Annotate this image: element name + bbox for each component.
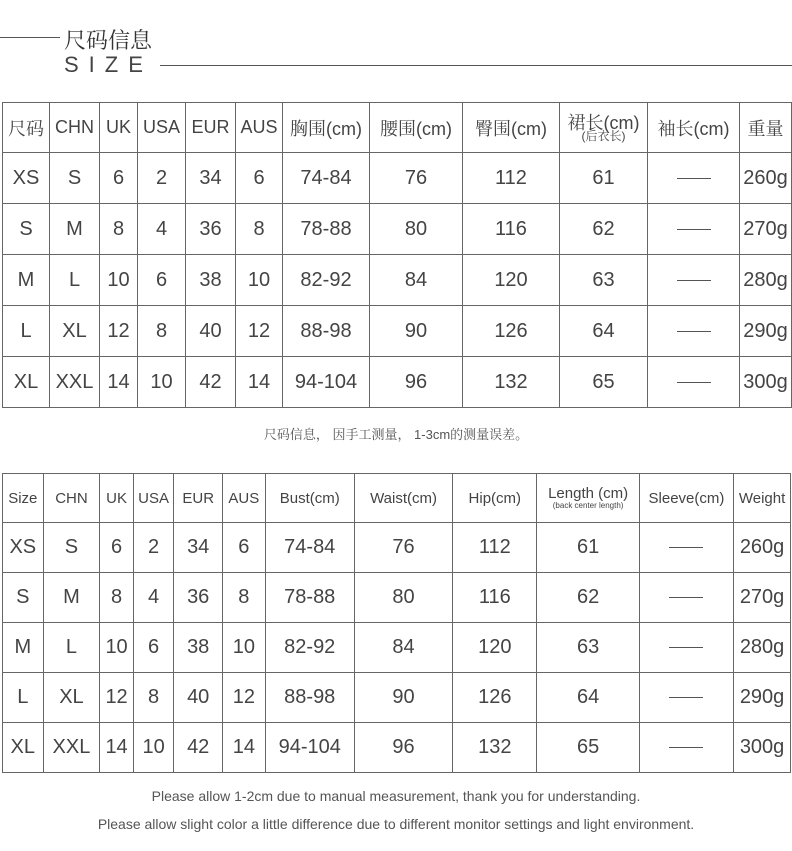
- table-cell: XL: [3, 357, 50, 408]
- dash-mark: [669, 547, 703, 548]
- table-cell: 62: [537, 573, 639, 623]
- table-cell-empty: [648, 306, 740, 357]
- header-cell: 胸围(cm): [283, 103, 370, 153]
- table-row: [3, 523, 791, 573]
- table-cell: 6: [100, 153, 138, 204]
- table-cell: 126: [453, 673, 537, 723]
- table-cell: 84: [354, 623, 452, 673]
- dash-mark: [669, 697, 703, 698]
- dash-mark: [677, 229, 711, 230]
- table-cell: 38: [174, 623, 223, 673]
- table-cell: 6: [100, 523, 133, 573]
- header-cell: 臀围(cm): [463, 103, 560, 153]
- table-cell: 260g: [740, 153, 792, 204]
- header-cell-length: [537, 474, 639, 523]
- table-header-row: [3, 474, 791, 523]
- table-cell: M: [3, 255, 50, 306]
- table-cell: 10: [236, 255, 283, 306]
- table-cell: 64: [537, 673, 639, 723]
- dash-mark: [677, 331, 711, 332]
- header-cell: UK: [100, 474, 133, 523]
- header-cell: 袖长(cm): [648, 103, 740, 153]
- table-cell: 40: [174, 673, 223, 723]
- table-cell: 34: [186, 153, 236, 204]
- table-row: [3, 673, 791, 723]
- table-cell: 14: [100, 357, 138, 408]
- dash-mark: [669, 647, 703, 648]
- table-cell: 6: [138, 255, 186, 306]
- length-header-label: 裙长(cm): [567, 112, 640, 133]
- table-cell: 290g: [734, 673, 791, 723]
- header-cell: EUR: [174, 474, 223, 523]
- size-table-english: [2, 473, 791, 773]
- table-cell: 112: [463, 153, 560, 204]
- size-table-chinese: [2, 102, 792, 408]
- table-cell: 38: [186, 255, 236, 306]
- table-cell: 280g: [734, 623, 791, 673]
- table-cell: 14: [236, 357, 283, 408]
- table-cell: 280g: [740, 255, 792, 306]
- table-cell: 260g: [734, 523, 791, 573]
- header-cell: AUS: [223, 474, 266, 523]
- table-cell-empty: [648, 357, 740, 408]
- table-cell: 8: [100, 204, 138, 255]
- table-cell: 2: [133, 523, 174, 573]
- table-cell: 10: [100, 623, 133, 673]
- table-cell: 10: [223, 623, 266, 673]
- table-cell: 76: [354, 523, 452, 573]
- table-row: [3, 306, 792, 357]
- header-cell: AUS: [236, 103, 283, 153]
- header-subtitle: SIZE: [64, 52, 153, 77]
- dash-mark: [669, 747, 703, 748]
- length-header-sublabel: (back center length): [552, 501, 624, 510]
- table-cell: 84: [370, 255, 463, 306]
- table-cell: 94-104: [265, 723, 354, 773]
- table-cell: XL: [50, 306, 100, 357]
- table-cell: XS: [3, 153, 50, 204]
- table-cell: 74-84: [283, 153, 370, 204]
- table-cell: 63: [537, 623, 639, 673]
- table-cell: 132: [453, 723, 537, 773]
- table-cell: 90: [354, 673, 452, 723]
- table-cell: 88-98: [283, 306, 370, 357]
- table-cell: 120: [453, 623, 537, 673]
- table-cell: M: [43, 573, 100, 623]
- table-cell: 270g: [734, 573, 791, 623]
- table-cell: 80: [354, 573, 452, 623]
- table-cell: 12: [100, 673, 133, 723]
- table-cell: 78-88: [283, 204, 370, 255]
- table-cell: S: [3, 204, 50, 255]
- table-cell: 42: [186, 357, 236, 408]
- table-cell: 270g: [740, 204, 792, 255]
- header-cell-length: [560, 103, 648, 153]
- header-rule-left: [0, 37, 60, 38]
- table-cell: L: [3, 306, 50, 357]
- table-cell: 61: [560, 153, 648, 204]
- header-cell: 重量: [740, 103, 792, 153]
- header-cell: UK: [100, 103, 138, 153]
- table-row: [3, 255, 792, 306]
- table-cell-empty: [639, 673, 733, 723]
- table-cell: 6: [236, 153, 283, 204]
- header-cell: CHN: [43, 474, 100, 523]
- header-cell: CHN: [50, 103, 100, 153]
- header-cell: USA: [133, 474, 174, 523]
- table-cell: 34: [174, 523, 223, 573]
- table-cell: 8: [138, 306, 186, 357]
- table-cell: 132: [463, 357, 560, 408]
- table-cell: M: [3, 623, 44, 673]
- table-row: [3, 723, 791, 773]
- header-cell: 尺码: [3, 103, 50, 153]
- table-cell: 10: [138, 357, 186, 408]
- header-cell: Sleeve(cm): [639, 474, 733, 523]
- table-cell: 82-92: [283, 255, 370, 306]
- table-cell: 4: [133, 573, 174, 623]
- table-cell: 82-92: [265, 623, 354, 673]
- table-cell: 12: [100, 306, 138, 357]
- table-cell: 42: [174, 723, 223, 773]
- table-cell: 64: [560, 306, 648, 357]
- table-cell: 4: [138, 204, 186, 255]
- table-cell: XXL: [50, 357, 100, 408]
- table-cell-empty: [648, 153, 740, 204]
- table-cell: 40: [186, 306, 236, 357]
- table-cell: 8: [236, 204, 283, 255]
- table-cell: XL: [43, 673, 100, 723]
- header-cell: Hip(cm): [453, 474, 537, 523]
- table-cell-empty: [639, 523, 733, 573]
- table-cell: 14: [100, 723, 133, 773]
- table-cell: 120: [463, 255, 560, 306]
- header-cell: Waist(cm): [354, 474, 452, 523]
- table-header-row: [3, 103, 792, 153]
- table-cell: 12: [223, 673, 266, 723]
- table-cell-empty: [639, 573, 733, 623]
- dash-mark: [677, 178, 711, 179]
- table-cell: 65: [560, 357, 648, 408]
- color-note-en: Please allow slight color a little difference due to different monitor settings and light environment.: [97, 816, 695, 832]
- dash-mark: [677, 280, 711, 281]
- table-cell-empty: [639, 623, 733, 673]
- table-cell: 74-84: [265, 523, 354, 573]
- dash-mark: [669, 597, 703, 598]
- table-row: [3, 623, 791, 673]
- table-cell: 36: [186, 204, 236, 255]
- table-cell: 8: [223, 573, 266, 623]
- table-cell: S: [3, 573, 44, 623]
- length-header-label: Length (cm): [548, 485, 629, 502]
- table-cell: 88-98: [265, 673, 354, 723]
- table-cell: 36: [174, 573, 223, 623]
- table-cell: 116: [453, 573, 537, 623]
- table-cell-empty: [648, 255, 740, 306]
- table-cell: 96: [370, 357, 463, 408]
- table-cell: S: [50, 153, 100, 204]
- length-header-sublabel: (后衣长): [581, 128, 626, 143]
- table-cell-empty: [648, 204, 740, 255]
- table-cell: 116: [463, 204, 560, 255]
- header-cell: Size: [3, 474, 44, 523]
- header-rule-right: [160, 65, 792, 66]
- header-cell: USA: [138, 103, 186, 153]
- table-cell: XS: [3, 523, 44, 573]
- header-cell: Weight: [734, 474, 791, 523]
- table-row: [3, 573, 791, 623]
- measurement-note-en: Please allow 1-2cm due to manual measurement, thank you for understanding.: [151, 788, 641, 804]
- table-row: [3, 357, 792, 408]
- table-cell: 300g: [734, 723, 791, 773]
- table-cell: 61: [537, 523, 639, 573]
- table-cell: 8: [133, 673, 174, 723]
- table-cell: 90: [370, 306, 463, 357]
- table-cell: M: [50, 204, 100, 255]
- header-cell: EUR: [186, 103, 236, 153]
- table-cell: 76: [370, 153, 463, 204]
- dash-mark: [677, 382, 711, 383]
- table-cell: 62: [560, 204, 648, 255]
- table-cell: 96: [354, 723, 452, 773]
- size-header: [0, 0, 792, 90]
- table-row: [3, 153, 792, 204]
- table-row: [3, 204, 792, 255]
- table-cell: L: [43, 623, 100, 673]
- measurement-note-cn: 尺码信息， 因手工测量， 1-3cm的测量误差。: [263, 427, 529, 442]
- table-cell: 12: [236, 306, 283, 357]
- table-cell: 10: [133, 723, 174, 773]
- table-cell: XL: [3, 723, 44, 773]
- table-cell: 65: [537, 723, 639, 773]
- table-cell: S: [43, 523, 100, 573]
- header-cell: Bust(cm): [265, 474, 354, 523]
- table-cell: 80: [370, 204, 463, 255]
- table-cell: 290g: [740, 306, 792, 357]
- table-cell: 14: [223, 723, 266, 773]
- header-cell: 腰围(cm): [370, 103, 463, 153]
- table-cell: 126: [463, 306, 560, 357]
- table-cell: 78-88: [265, 573, 354, 623]
- table-cell: 63: [560, 255, 648, 306]
- table-cell: 8: [100, 573, 133, 623]
- table-cell: L: [50, 255, 100, 306]
- table-cell: 300g: [740, 357, 792, 408]
- table-cell: 112: [453, 523, 537, 573]
- table-cell: 94-104: [283, 357, 370, 408]
- table-cell: L: [3, 673, 44, 723]
- table-cell-empty: [639, 723, 733, 773]
- table-cell: XXL: [43, 723, 100, 773]
- table-cell: 10: [100, 255, 138, 306]
- table-cell: 6: [223, 523, 266, 573]
- table-cell: 6: [133, 623, 174, 673]
- header-title: 尺码信息: [64, 28, 153, 53]
- table-cell: 2: [138, 153, 186, 204]
